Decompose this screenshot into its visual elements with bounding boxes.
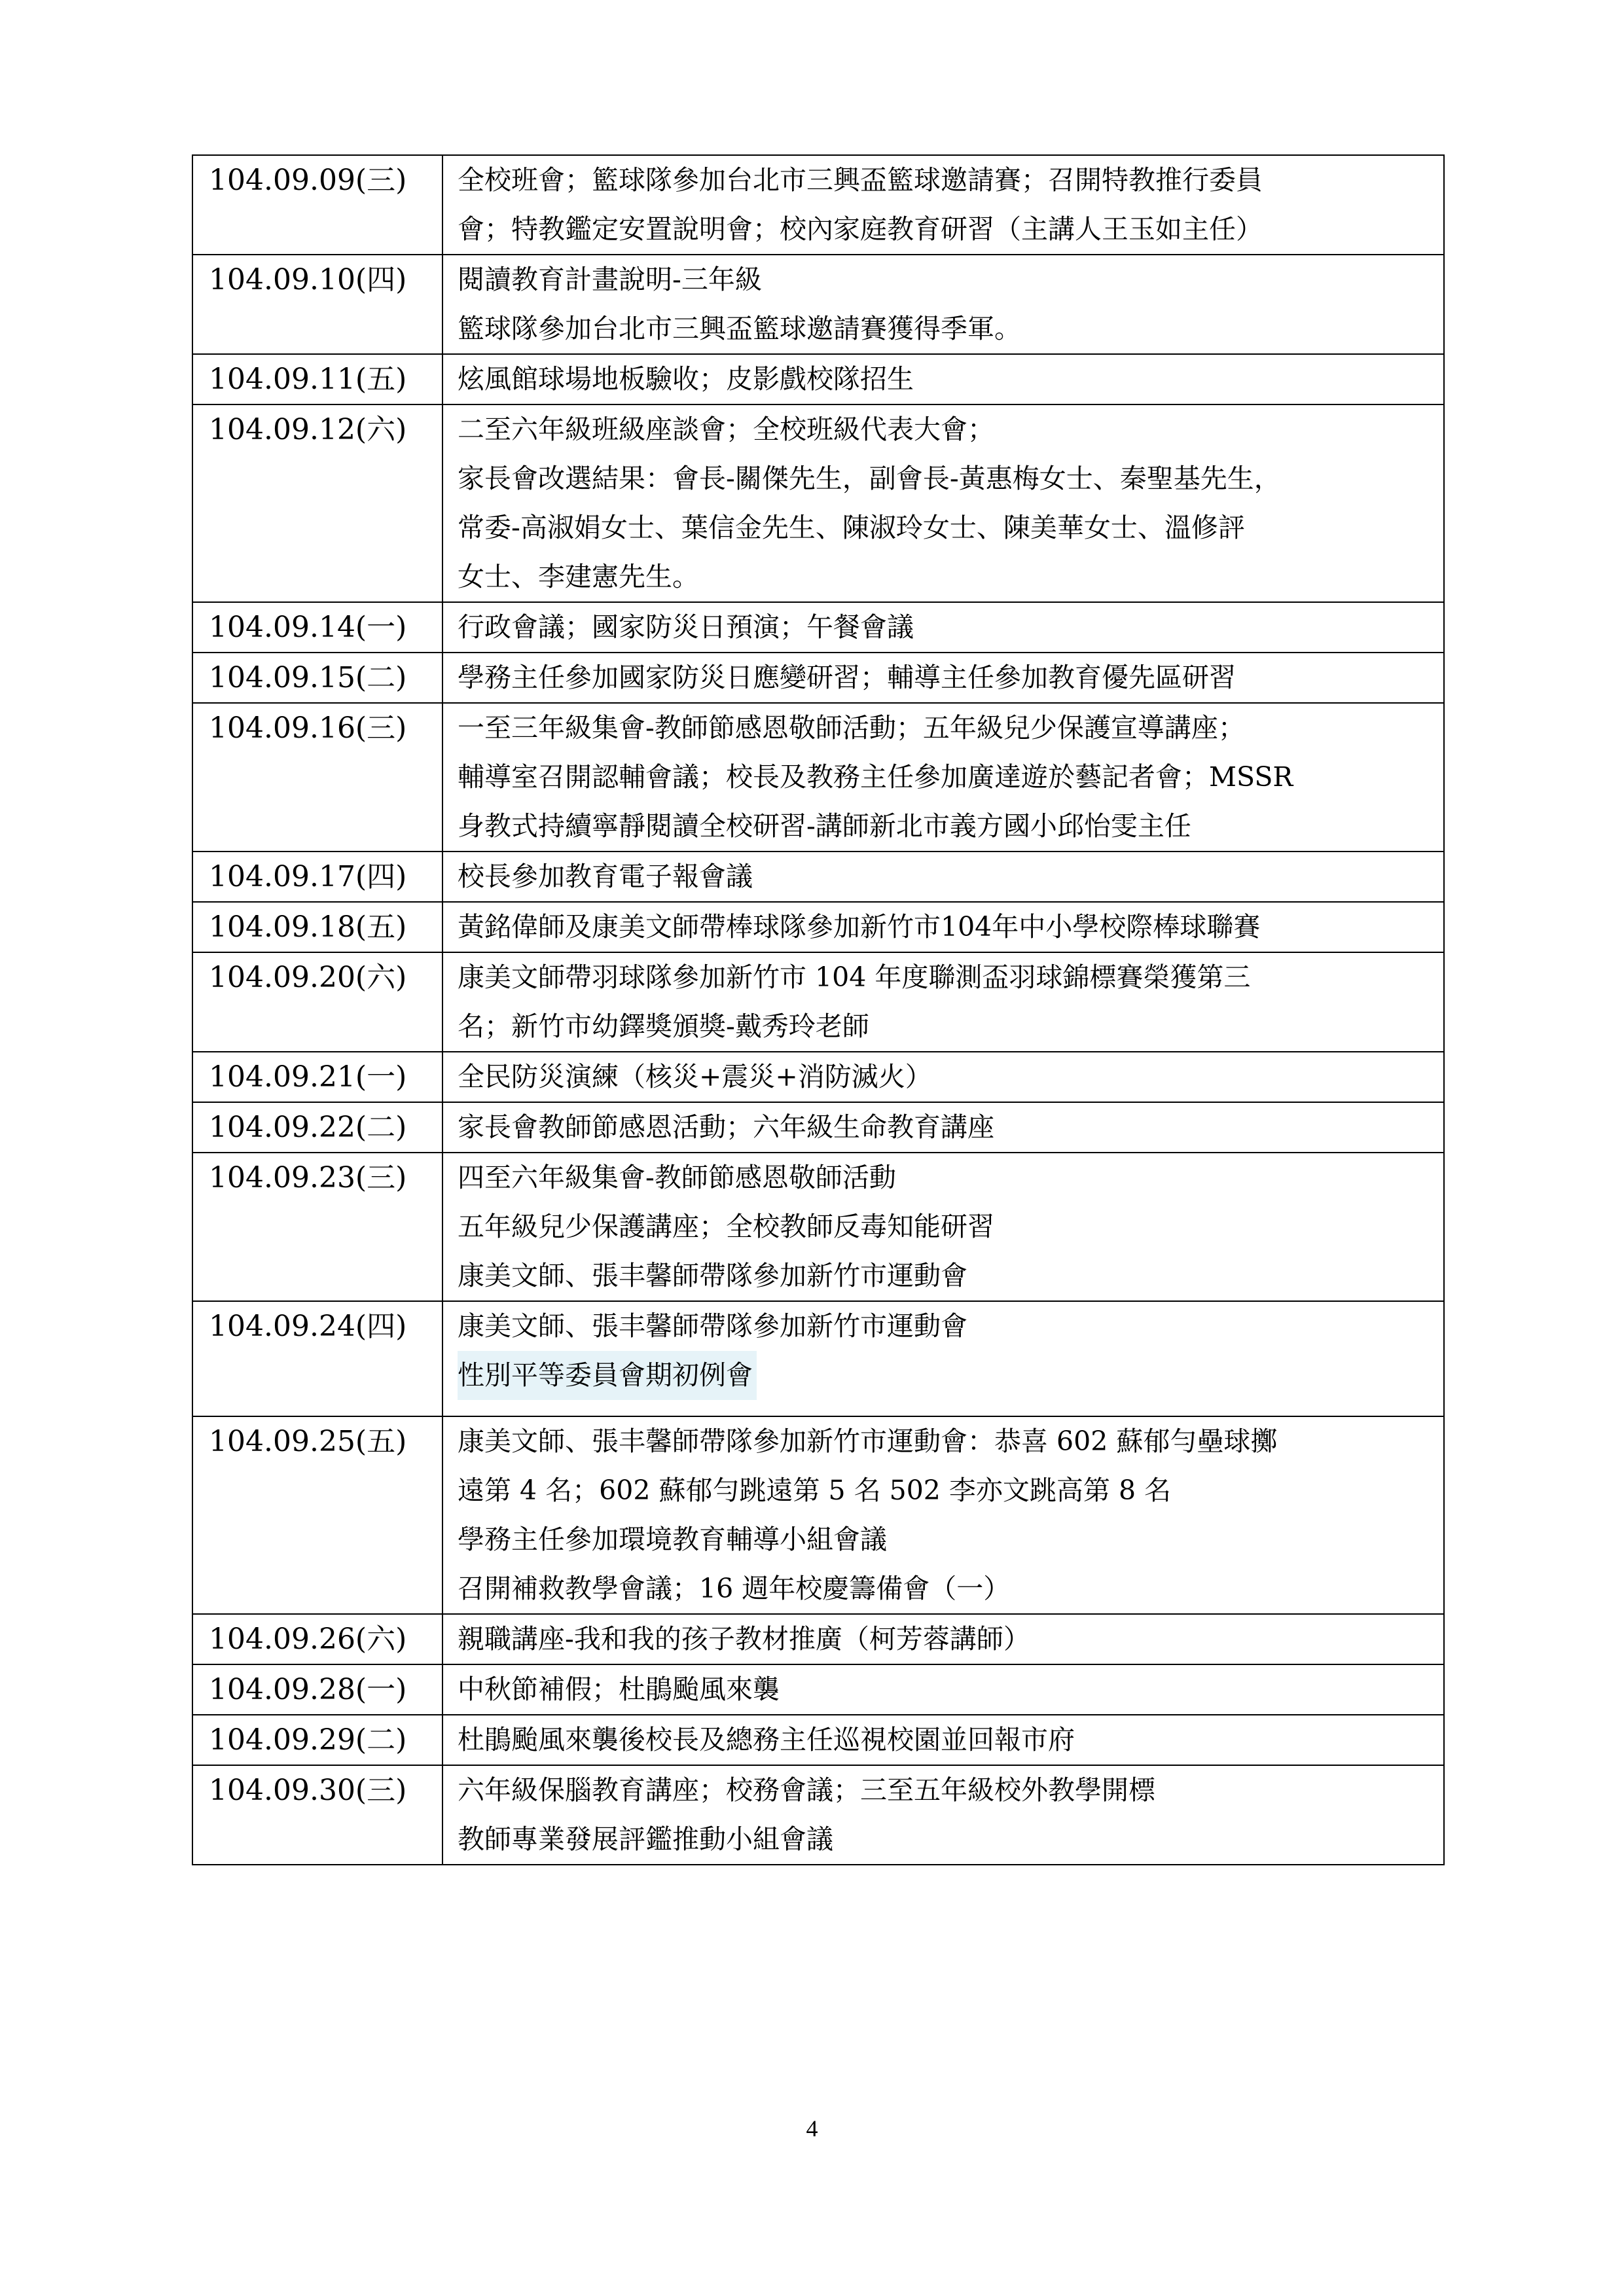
event-line: 常委-高淑娟女士、葉信金先生、陳淑玲女士、陳美華女士、溫修評 (458, 512, 1245, 543)
schedule-body (192, 155, 1444, 1865)
event-line: 中秋節補假；杜鵑颱風來襲 (458, 1674, 780, 1705)
schedule-row (192, 155, 1444, 255)
date-cell: 104.09.12(六) (192, 404, 442, 602)
page-number: 4 (806, 2115, 818, 2142)
date-cell: 104.09.23(三) (192, 1153, 442, 1301)
event-line: 閱讀教育計畫說明-三年級 (458, 264, 762, 295)
date-cell: 104.09.28(一) (192, 1664, 442, 1715)
event-line: 身教式持續寧靜閱讀全校研習-講師新北市義方國小邱怡雯主任 (458, 810, 1191, 842)
date-cell: 104.09.09(三) (192, 155, 442, 255)
event-cell (442, 852, 1444, 902)
event-cell (442, 1153, 1444, 1301)
event-line: 五年級兒少保護講座；全校教師反毒知能研習 (458, 1211, 994, 1242)
event-line: 全民防災演練（核災+震災+消防滅火） (458, 1061, 932, 1092)
date-cell: 104.09.15(二) (192, 653, 442, 703)
event-cell (442, 952, 1444, 1052)
event-cell (442, 1416, 1444, 1614)
schedule-row (192, 1153, 1444, 1301)
schedule-row (192, 703, 1444, 852)
event-cell (442, 602, 1444, 653)
event-cell (442, 1765, 1444, 1865)
date-cell: 104.09.16(三) (192, 703, 442, 852)
event-line: 康美文師、張丰馨師帶隊參加新竹市運動會：恭喜 602 蘇郁勻壘球擲 (458, 1426, 1278, 1457)
event-cell (442, 404, 1444, 602)
schedule-row (192, 354, 1444, 404)
event-line: 四至六年級集會-教師節感恩敬師活動 (458, 1162, 896, 1193)
event-line: 性別平等委員會期初例會 (458, 1351, 757, 1400)
event-cell (442, 1102, 1444, 1153)
schedule-row (192, 602, 1444, 653)
date-cell: 104.09.25(五) (192, 1416, 442, 1614)
schedule-row (192, 1715, 1444, 1765)
event-line: 家長會改選結果：會長-關傑先生，副會長-黃惠梅女士、秦聖基先生， (458, 463, 1281, 494)
event-cell (442, 1614, 1444, 1664)
event-line: 家長會教師節感恩活動；六年級生命教育講座 (458, 1111, 994, 1143)
date-cell: 104.09.14(一) (192, 602, 442, 653)
event-line: 康美文師帶羽球隊參加新竹市 104 年度聯測盃羽球錦標賽榮獲第三 (458, 961, 1251, 993)
schedule-row (192, 404, 1444, 602)
date-cell: 104.09.30(三) (192, 1765, 442, 1865)
event-cell (442, 902, 1444, 952)
schedule-row (192, 902, 1444, 952)
schedule-row (192, 1614, 1444, 1664)
event-cell (442, 255, 1444, 354)
event-line: 二至六年級班級座談會；全校班級代表大會； (458, 414, 994, 445)
event-cell (442, 1301, 1444, 1416)
event-cell (442, 1052, 1444, 1102)
event-cell (442, 1664, 1444, 1715)
event-line: 遠第 4 名；602 蘇郁勻跳遠第 5 名 502 李亦文跳高第 8 名 (458, 1475, 1172, 1506)
schedule-row (192, 1102, 1444, 1153)
event-line: 名；新竹市幼鐸獎頒獎-戴秀玲老師 (458, 1011, 869, 1042)
date-cell: 104.09.24(四) (192, 1301, 442, 1416)
date-cell: 104.09.22(二) (192, 1102, 442, 1153)
schedule-row (192, 1416, 1444, 1614)
event-line: 行政會議；國家防災日預演；午餐會議 (458, 611, 914, 643)
event-line: 學務主任參加環境教育輔導小組會議 (458, 1524, 887, 1555)
schedule-row (192, 255, 1444, 354)
date-cell: 104.09.17(四) (192, 852, 442, 902)
schedule-row (192, 1052, 1444, 1102)
date-cell: 104.09.10(四) (192, 255, 442, 354)
date-cell: 104.09.18(五) (192, 902, 442, 952)
schedule-row (192, 952, 1444, 1052)
schedule-row (192, 1765, 1444, 1865)
date-cell: 104.09.20(六) (192, 952, 442, 1052)
date-cell: 104.09.11(五) (192, 354, 442, 404)
event-line: 教師專業發展評鑑推動小組會議 (458, 1823, 833, 1855)
date-cell: 104.09.26(六) (192, 1614, 442, 1664)
event-line: 學務主任參加國家防災日應變研習；輔導主任參加教育優先區研習 (458, 662, 1236, 693)
event-cell (442, 653, 1444, 703)
schedule-row (192, 1664, 1444, 1715)
event-line: 輔導室召開認輔會議；校長及教務主任參加廣達遊於藝記者會；MSSR (458, 761, 1293, 793)
event-line: 女士、李建憲先生。 (458, 561, 699, 592)
schedule-row (192, 852, 1444, 902)
event-line: 康美文師、張丰馨師帶隊參加新竹市運動會 (458, 1260, 967, 1291)
event-line: 杜鵑颱風來襲後校長及總務主任巡視校園並回報市府 (458, 1724, 1075, 1755)
date-cell: 104.09.21(一) (192, 1052, 442, 1102)
schedule-row (192, 1301, 1444, 1416)
event-line: 炫風館球場地板驗收；皮影戲校隊招生 (458, 363, 914, 395)
event-line: 會；特教鑑定安置說明會；校內家庭教育研習（主講人王玉如主任） (458, 213, 1263, 245)
event-line: 黃銘偉師及康美文師帶棒球隊參加新竹市104年中小學校際棒球聯賽 (458, 911, 1261, 942)
event-cell (442, 354, 1444, 404)
event-cell (442, 703, 1444, 852)
schedule-table (192, 154, 1445, 1865)
event-line: 六年級保腦教育講座；校務會議；三至五年級校外教學開標 (458, 1774, 1155, 1806)
event-cell (442, 1715, 1444, 1765)
event-line: 親職講座-我和我的孩子教材推廣（柯芳蓉講師） (458, 1623, 1030, 1655)
event-line: 全校班會；籃球隊參加台北市三興盃籃球邀請賽；召開特教推行委員 (458, 164, 1263, 196)
event-line: 召開補救教學會議；16 週年校慶籌備會（一） (458, 1573, 1011, 1604)
date-cell: 104.09.29(二) (192, 1715, 442, 1765)
event-line: 校長參加教育電子報會議 (458, 861, 753, 892)
event-line: 籃球隊參加台北市三興盃籃球邀請賽獲得季軍。 (458, 313, 1021, 344)
schedule-row (192, 653, 1444, 703)
event-line: 一至三年級集會-教師節感恩敬師活動；五年級兒少保護宣導講座； (458, 712, 1245, 744)
event-line: 康美文師、張丰馨師帶隊參加新竹市運動會 (458, 1310, 967, 1342)
event-cell (442, 155, 1444, 255)
